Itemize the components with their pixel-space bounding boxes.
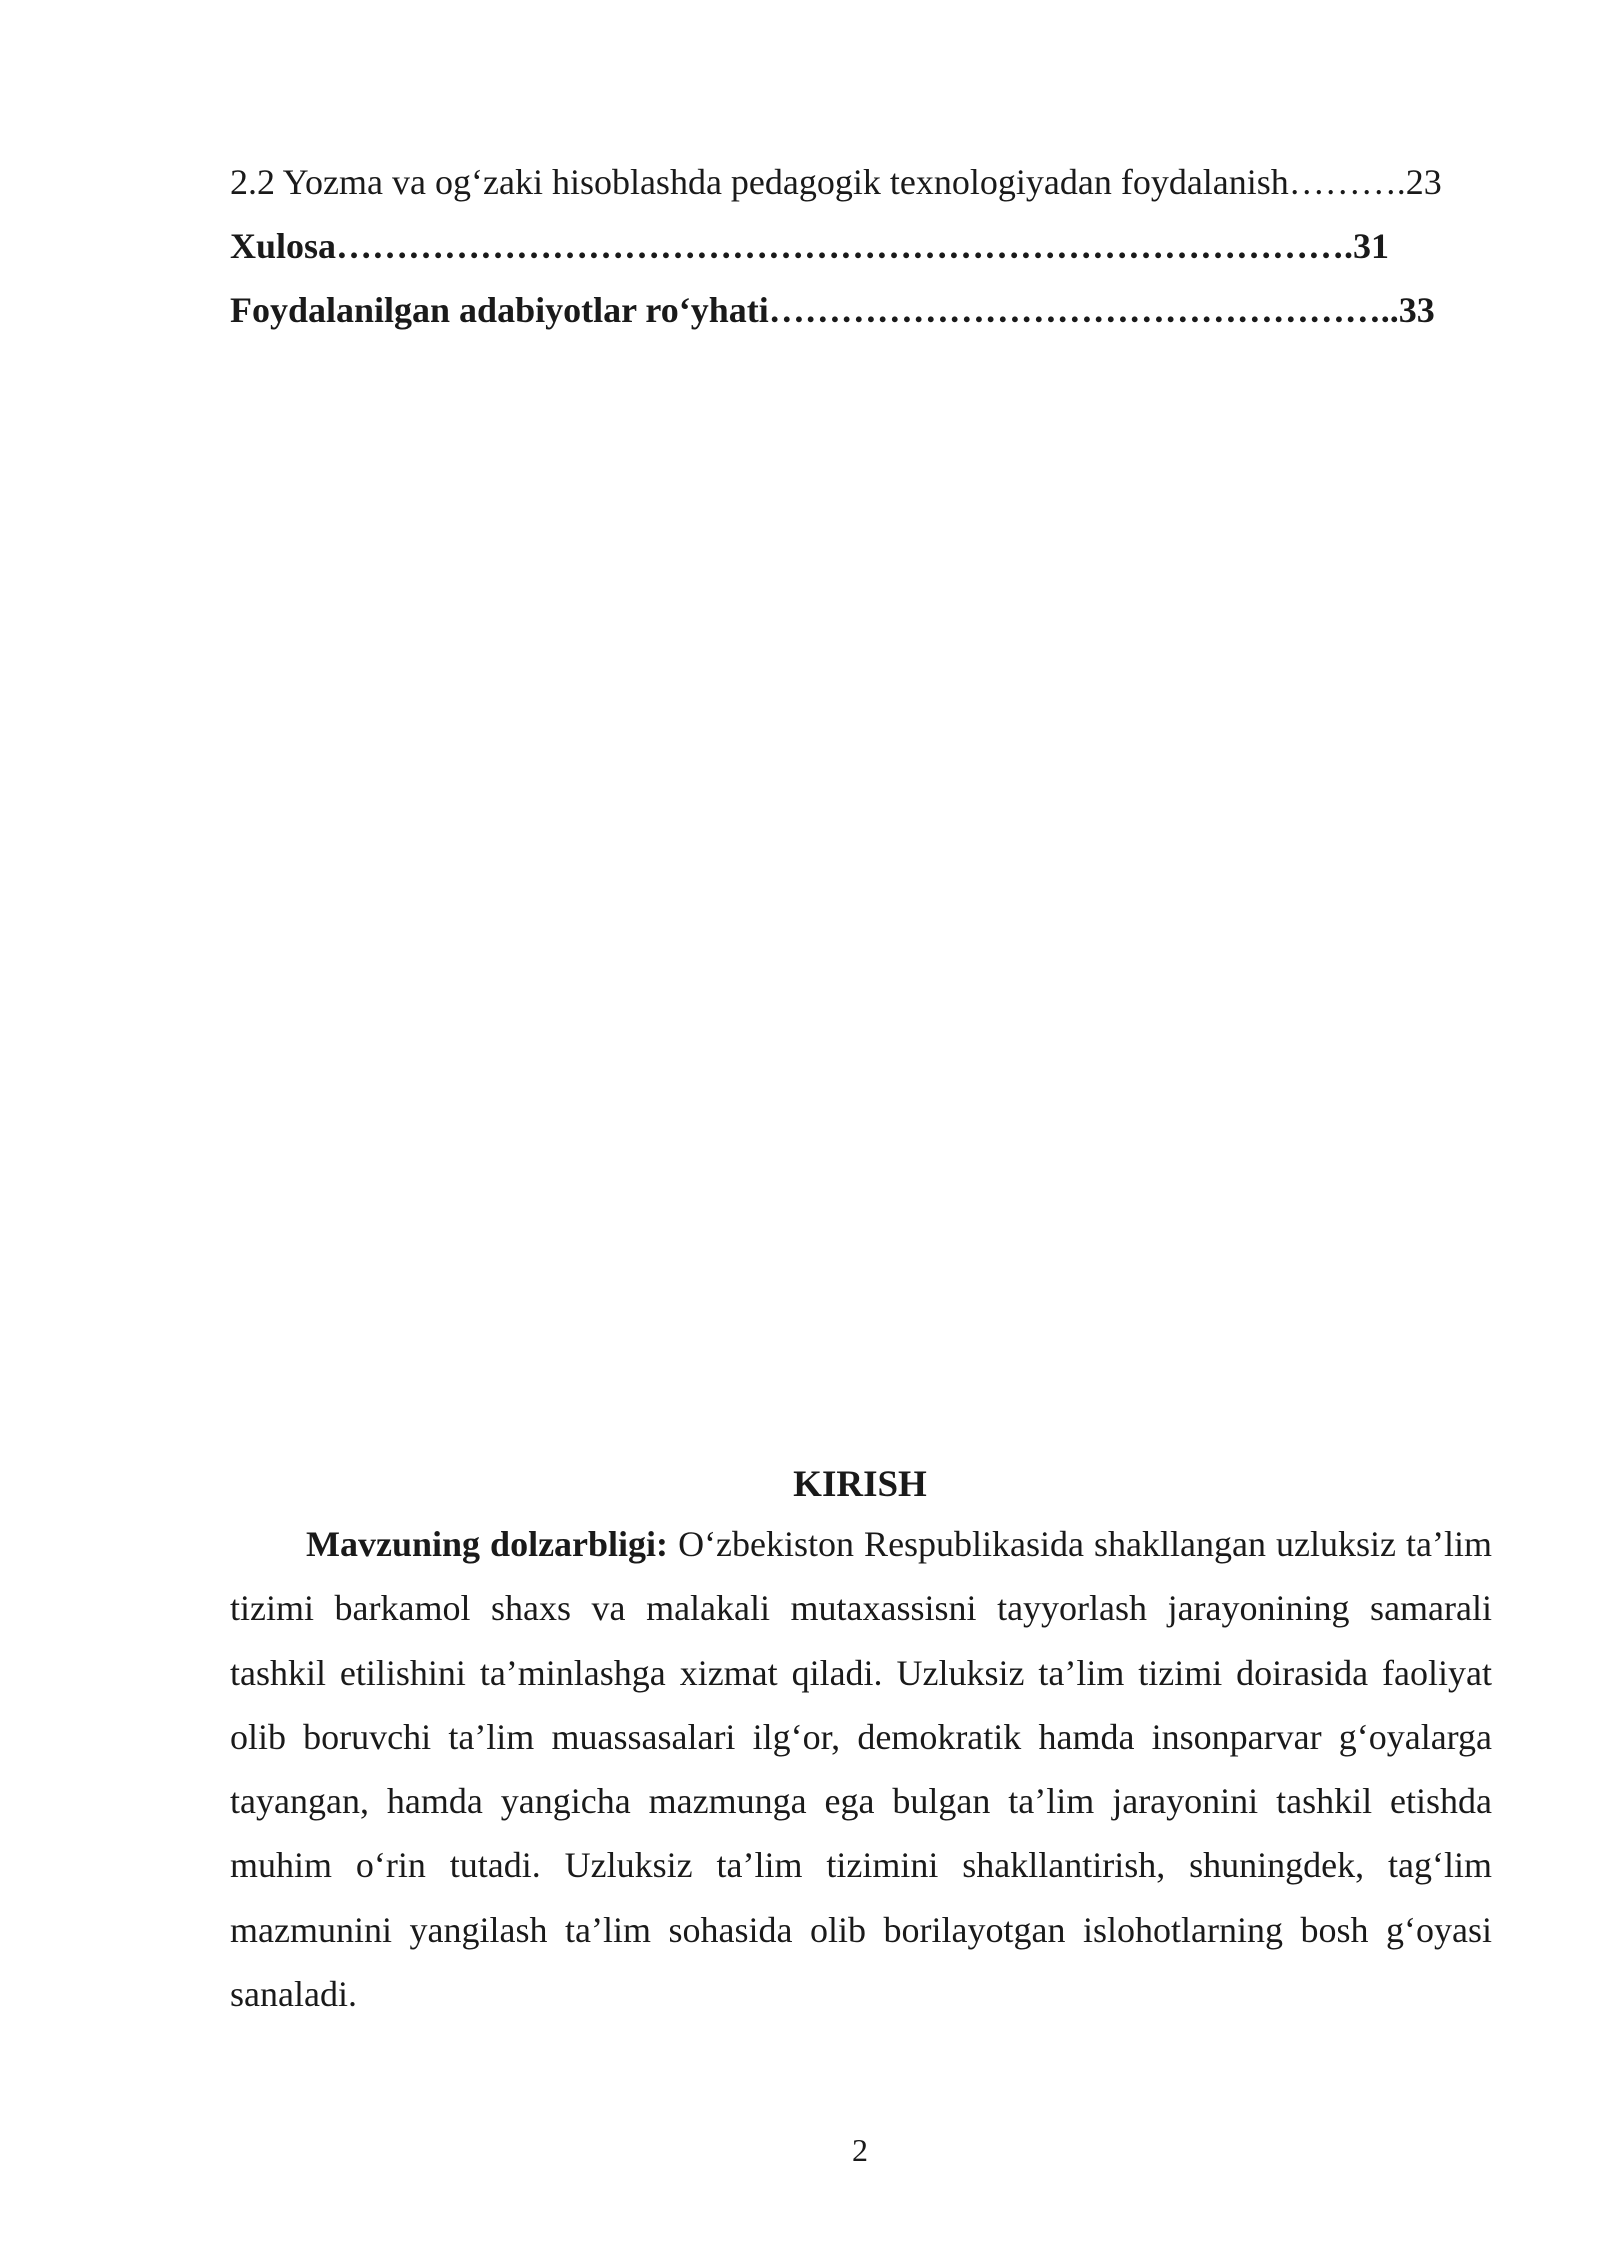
page-number: 2 — [852, 2132, 868, 2168]
toc-entry: Foydalanilgan adabiyotlar ro‘yhati……………………………………………..33 — [230, 290, 1435, 330]
paragraph-text: O‘zbekiston Respublikasida shakllangan uzluksiz ta’lim tizimi barkamol shaxs va malakali mutaxassisni tayyorlash jarayonining samarali tashkil etilishini ta’minlashga xizmat qiladi. Uzluksiz ta’lim tizimi doirasida faoliyat olib boruvchi ta’lim muassasalari ilg‘or, demokratik hamda insonparvar g‘oyalarga tayangan, hamda yangicha mazmunga ega bulgan ta’lim jarayonini tashkil etishda muhim o‘rin tutadi. Uzluksiz ta’lim tizimini shakllantirish, shuningdek, tag‘lim mazmunini yangilash ta’lim sohasida olib borilayotgan islohotlarning bosh g‘oyasi sanaladi. — [230, 1524, 1492, 2015]
section-title: KIRISH — [793, 1464, 927, 1505]
table-of-contents — [230, 150, 1500, 342]
intro-paragraph — [230, 1512, 1492, 2026]
toc-entry: Xulosa………………………………………………………………………….31 — [230, 226, 1390, 266]
toc-entry: 2.2 Yozma va og‘zaki hisoblashda pedagogik texnologiyadan foydalanish……….23 — [230, 162, 1442, 202]
paragraph-lead: Mavzuning dolzarbligi: — [306, 1524, 669, 1564]
